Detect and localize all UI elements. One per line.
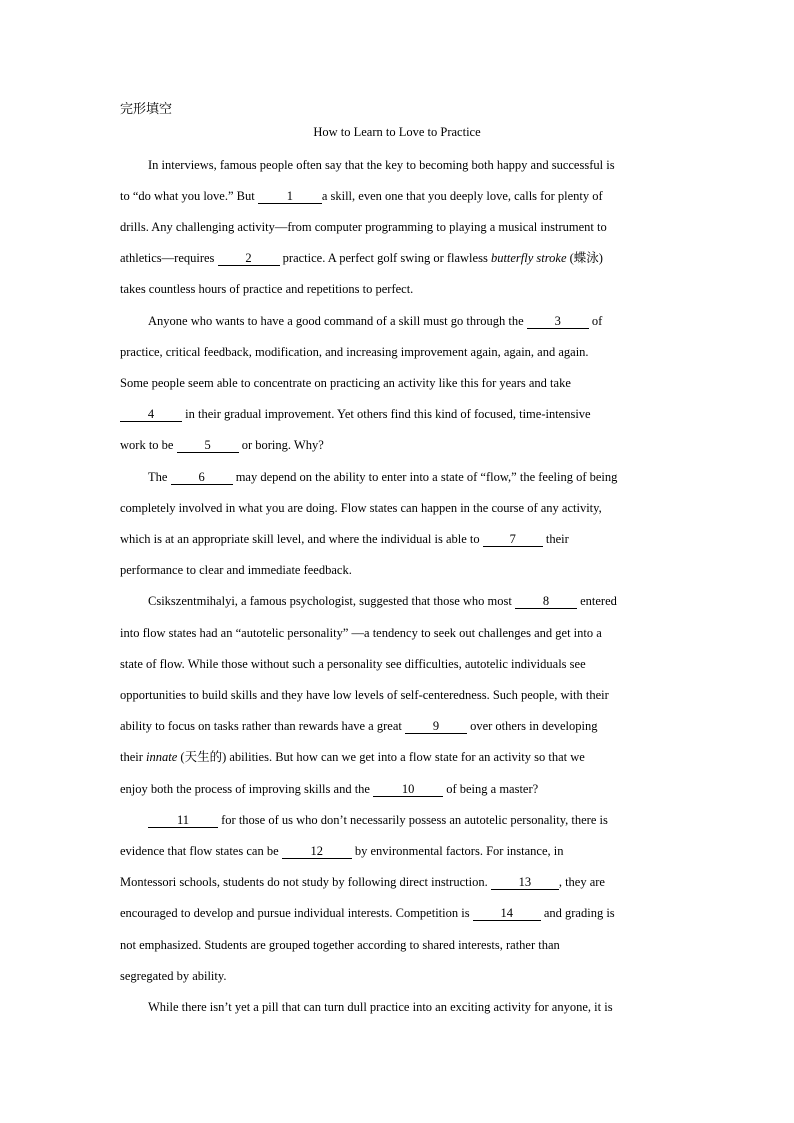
text: of being a master?: [443, 782, 539, 796]
text-line: [148, 812, 680, 828]
text: enjoy both the process of improving skills and the: [120, 782, 374, 796]
text-line: [148, 999, 680, 1015]
text: in their gradual improvement. Yet others find this kind of focused, time-intensive: [182, 407, 591, 421]
text: by environmental factors. For instance, in: [351, 844, 564, 858]
text: segregated by ability.: [120, 969, 227, 983]
text-line: [120, 874, 680, 890]
text: In interviews, famous people often say that the key to becoming both happy and successful is: [148, 158, 615, 172]
text-line: [120, 437, 680, 453]
text-line: [120, 656, 680, 672]
text: entered: [576, 594, 617, 608]
text-line: [120, 687, 680, 703]
blank-7[interactable]: 7: [483, 533, 543, 547]
text-line: [148, 469, 680, 485]
text: (蝶泳): [566, 251, 603, 265]
text: opportunities to build skills and they have low levels of self-centeredness. Such people, with their: [120, 688, 609, 702]
text: Montessori schools, students do not study by following direct instruction.: [120, 875, 491, 889]
text: Anyone who wants to have a good command of a skill must go through the: [148, 314, 527, 328]
text-line: [148, 593, 680, 609]
text-line: [120, 344, 680, 360]
text: drills. Any challenging activity—from computer programming to playing a musical instrument to: [120, 220, 607, 234]
blank-4[interactable]: 4: [120, 408, 182, 422]
text: Csikszentmihalyi, a famous psychologist, suggested that those who most: [148, 594, 515, 608]
blank-2[interactable]: 2: [218, 252, 280, 266]
blank-14[interactable]: 14: [473, 907, 541, 921]
text: to “do what you love.” But: [120, 189, 258, 203]
text-line: [120, 781, 680, 797]
text-line: [120, 968, 680, 984]
blank-1[interactable]: 1: [258, 190, 322, 204]
text: for those of us who don’t necessarily possess an autotelic personality, there is: [218, 813, 608, 827]
text-line: [120, 250, 680, 266]
text: practice. A perfect golf swing or flawless: [279, 251, 491, 265]
text-line: [120, 905, 680, 921]
text: takes countless hours of practice and repetitions to perfect.: [120, 282, 414, 296]
blank-12[interactable]: 12: [282, 845, 352, 859]
text-line: [120, 749, 680, 765]
text-line: [120, 937, 680, 953]
text: which is at an appropriate skill level, and where the individual is able to: [120, 532, 483, 546]
text: ability to focus on tasks rather than rewards have a great: [120, 719, 405, 733]
italic-term: innate: [146, 750, 178, 764]
text: performance to clear and immediate feedback.: [120, 563, 352, 577]
passage-title: How to Learn to Love to Practice: [313, 125, 481, 139]
text: their: [542, 532, 569, 546]
text-line: [148, 313, 680, 329]
text: into flow states had an “autotelic personality” —a tendency to seek out challenges and get into a: [120, 626, 602, 640]
text-line: [120, 219, 680, 235]
text-line: [148, 157, 680, 173]
text-line: [120, 188, 680, 204]
blank-8[interactable]: 8: [515, 595, 577, 609]
text-line: [120, 625, 680, 641]
section-heading: 完形填空: [120, 101, 173, 116]
text: a skill, even one that you deeply love, calls for plenty of: [321, 189, 603, 203]
text: , they are: [558, 875, 605, 889]
text: (天生的) abilities. But how can we get into a flow state for an activity so that we: [177, 750, 585, 764]
text: While there isn’t yet a pill that can turn dull practice into an exciting activity for anyone, it is: [148, 1000, 613, 1014]
italic-term: butterfly stroke: [490, 251, 567, 265]
blank-13[interactable]: 13: [491, 876, 559, 890]
text: state of flow. While those without such a personality see difficulties, autotelic individuals see: [120, 657, 586, 671]
text-line: [120, 281, 680, 297]
text: and grading is: [540, 906, 615, 920]
text: practice, critical feedback, modification, and increasing improvement again, again, and again.: [120, 345, 589, 359]
blank-10[interactable]: 10: [373, 783, 443, 797]
blank-6[interactable]: 6: [171, 471, 233, 485]
text: their: [120, 750, 147, 764]
text-line: [120, 843, 680, 859]
text: Some people seem able to concentrate on practicing an activity like this for years and take: [120, 376, 571, 390]
text: not emphasized. Students are grouped together according to shared interests, rather than: [120, 938, 560, 952]
text-line: [120, 406, 680, 422]
text-line: [120, 375, 680, 391]
text-line: [120, 531, 680, 547]
text-line: [120, 500, 680, 516]
blank-3[interactable]: 3: [527, 315, 589, 329]
text: may depend on the ability to enter into a state of “flow,” the feeling of being: [232, 470, 618, 484]
text: over others in developing: [466, 719, 598, 733]
blank-5[interactable]: 5: [177, 439, 239, 453]
text: completely involved in what you are doing. Flow states can happen in the course of any activity,: [120, 501, 602, 515]
text: evidence that flow states can be: [120, 844, 282, 858]
text-line: [120, 718, 680, 734]
blank-9[interactable]: 9: [405, 720, 467, 734]
text: of: [588, 314, 603, 328]
blank-11[interactable]: 11: [148, 814, 218, 828]
text: or boring. Why?: [238, 438, 324, 452]
text: work to be: [120, 438, 177, 452]
text-line: [120, 562, 680, 578]
text: athletics—requires: [120, 251, 218, 265]
text: The: [148, 470, 171, 484]
text: encouraged to develop and pursue individual interests. Competition is: [120, 906, 473, 920]
